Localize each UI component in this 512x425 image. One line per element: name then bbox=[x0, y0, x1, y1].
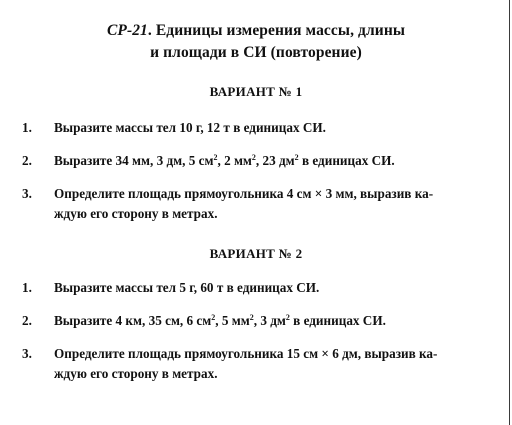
variant-2-task-3 bbox=[22, 344, 502, 384]
task-text: Выразите массы тел 10 г, 12 т в единицах СИ. bbox=[54, 120, 326, 135]
task-number: 2. bbox=[22, 153, 32, 168]
variant-1-heading: ВАРИАНТ № 1 bbox=[209, 84, 303, 99]
variant-2-heading: ВАРИАНТ № 2 bbox=[209, 246, 303, 261]
task-text-line-1: Определите площадь прямоугольника 4 см × 3 мм, выразив ка- bbox=[54, 186, 434, 201]
task-number: 3. bbox=[22, 346, 32, 361]
task-text-line-2: ждую его сторону в метрах. bbox=[54, 206, 218, 221]
page-title-line-2: и площади в СИ (повторение) bbox=[150, 44, 362, 61]
page-title-line-1 bbox=[0, 20, 512, 42]
task-number: 2. bbox=[22, 313, 32, 328]
variant-1-task-2 bbox=[22, 151, 502, 171]
variant-2-task-1 bbox=[22, 278, 502, 298]
task-text-line-1: Определите площадь прямоугольника 15 см × 6 дм, выразив ка- bbox=[54, 346, 438, 361]
task-text-line-2: ждую его сторону в метрах. bbox=[54, 366, 218, 381]
worksheet-code: СР-21 bbox=[106, 22, 148, 39]
task-text: Выразите массы тел 5 г, 60 т в единицах СИ. bbox=[54, 280, 320, 295]
task-number: 1. bbox=[22, 280, 32, 295]
variant-1-task-1 bbox=[22, 118, 502, 138]
task-text: Выразите 34 мм, 3 дм, 5 $см^2$, 2 $мм^2$, 23 $дм^2$ в единицах СИ. bbox=[54, 153, 395, 168]
page-title-text: . Единицы измерения массы, длины bbox=[147, 22, 406, 39]
task-text: Выразите 4 км, 35 см, 6 $см^2$, 5 $мм^2$, 3 $дм^2$ в единицах СИ. bbox=[54, 313, 386, 328]
task-number: 1. bbox=[22, 120, 32, 135]
variant-2-task-2 bbox=[22, 311, 502, 331]
variant-1-task-3 bbox=[22, 184, 502, 224]
task-number: 3. bbox=[22, 186, 32, 201]
